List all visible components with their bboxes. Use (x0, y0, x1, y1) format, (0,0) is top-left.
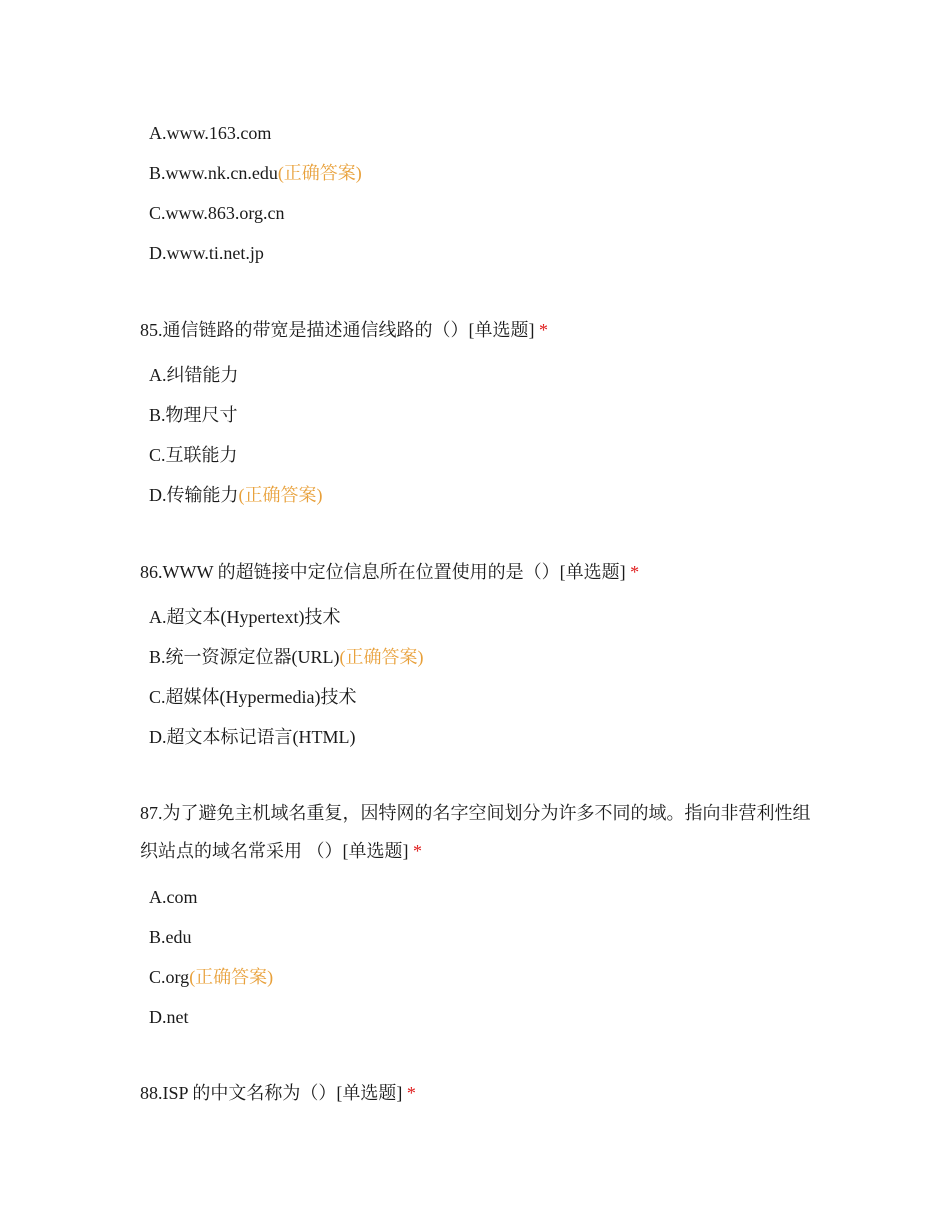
correct-answer-mark: (正确答案) (339, 647, 424, 667)
option-c: C.超媒体(Hypermedia)技术 (149, 687, 357, 707)
option-b: B.edu (149, 927, 192, 947)
question-87 (140, 794, 820, 870)
question-type: [单选题] (468, 320, 535, 340)
required-mark: * (413, 841, 422, 861)
question-title: 85.通信链路的带宽是描述通信线路的（） (140, 320, 469, 340)
question-88 (140, 1074, 820, 1112)
question-type: [单选题] (342, 841, 409, 861)
option-b: B.物理尺寸 (149, 405, 238, 425)
question-85 (140, 311, 820, 349)
option-d: D.www.ti.net.jp (149, 243, 264, 263)
options-q86 (149, 597, 424, 757)
option-a: A.纠错能力 (149, 365, 239, 385)
correct-answer-mark: (正确答案) (277, 163, 362, 183)
options-q85 (149, 355, 323, 515)
option-b: B.统一资源定位器(URL)(正确答案) (149, 647, 424, 667)
question-title: 86.WWW 的超链接中定位信息所在位置使用的是（） (140, 562, 560, 582)
correct-answer-mark: (正确答案) (189, 967, 274, 987)
question-title: 88.ISP 的中文名称为（） (140, 1083, 337, 1103)
option-d: D.超文本标记语言(HTML) (149, 727, 356, 747)
options-q84 (149, 113, 362, 273)
required-mark: * (539, 320, 548, 340)
option-c: C.www.863.org.cn (149, 203, 285, 223)
option-a: A.com (149, 887, 198, 907)
option-c: C.互联能力 (149, 445, 238, 465)
question-86 (140, 553, 820, 591)
option-d: D.传输能力(正确答案) (149, 485, 323, 505)
option-b: B.www.nk.cn.edu(正确答案) (149, 163, 362, 183)
required-mark: * (406, 1083, 416, 1103)
option-a: A.超文本(Hypertext)技术 (149, 607, 341, 627)
option-c: C.org(正确答案) (149, 967, 274, 987)
question-title: 87.为了避免主机域名重复，因特网的名字空间划分为许多不同的域。指向非营利性组织站点的域名常采用 （） (140, 803, 811, 861)
correct-answer-mark: (正确答案) (238, 485, 323, 505)
question-type: [单选题] (559, 562, 626, 582)
required-mark: * (630, 562, 640, 582)
option-a: A.www.163.com (149, 123, 272, 143)
options-q87 (149, 877, 273, 1037)
question-type: [单选题] (336, 1083, 403, 1103)
option-d: D.net (149, 1007, 189, 1027)
